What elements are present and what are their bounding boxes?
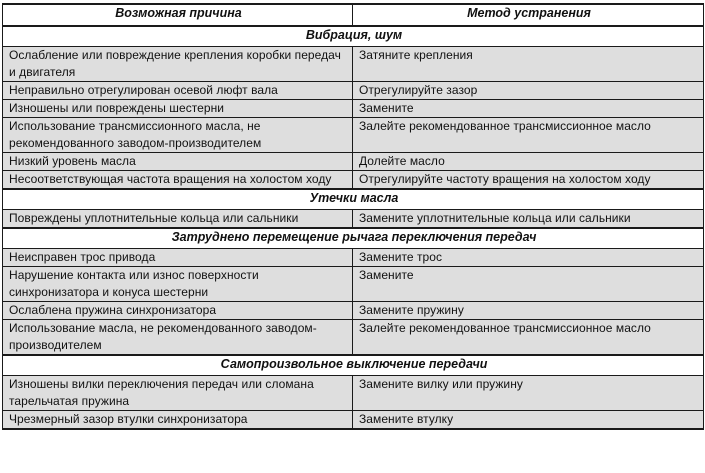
remedy-cell: Отрегулируйте зазор xyxy=(353,82,704,100)
section-title: Затруднено перемещение рычага переключения передач xyxy=(3,228,704,249)
cause-cell: Неправильно отрегулирован осевой люфт вала xyxy=(3,82,353,100)
table-row xyxy=(3,100,704,118)
table-header-row xyxy=(3,4,704,26)
remedy-cell: Затяните крепления xyxy=(353,47,704,82)
remedy-cell: Замените трос xyxy=(353,249,704,267)
cause-cell: Изношены вилки переключения передач или сломана тарельчатая пружина xyxy=(3,376,353,411)
section-title: Вибрация, шум xyxy=(3,26,704,47)
remedy-cell: Долейте масло xyxy=(353,153,704,171)
cause-cell: Неисправен трос привода xyxy=(3,249,353,267)
table-row xyxy=(3,411,704,430)
cause-cell: Нарушение контакта или износ поверхности синхронизатора и конуса шестерни xyxy=(3,267,353,302)
remedy-cell: Отрегулируйте частоту вращения на холостом ходу xyxy=(353,171,704,190)
table-row xyxy=(3,267,704,302)
cause-cell: Использование масла, не рекомендованного заводом-производителем xyxy=(3,320,353,356)
table-row xyxy=(3,118,704,153)
remedy-cell: Залейте рекомендованное трансмиссионное масло xyxy=(353,320,704,356)
troubleshooting-table xyxy=(2,3,704,430)
cause-cell: Повреждены уплотнительные кольца или сальники xyxy=(3,210,353,229)
cause-cell: Использование трансмиссионного масла, не рекомендованного заводом-производителем xyxy=(3,118,353,153)
remedy-cell: Замените xyxy=(353,267,704,302)
section-title: Утечки масла xyxy=(3,189,704,210)
table-row xyxy=(3,82,704,100)
cause-cell: Низкий уровень масла xyxy=(3,153,353,171)
table-row xyxy=(3,249,704,267)
section-vibration xyxy=(3,26,704,189)
remedy-cell: Замените пружину xyxy=(353,302,704,320)
section-title-row xyxy=(3,26,704,47)
section-gear-disengage xyxy=(3,355,704,429)
table-row xyxy=(3,320,704,356)
cause-cell: Изношены или повреждены шестерни xyxy=(3,100,353,118)
remedy-cell: Замените вилку или пружину xyxy=(353,376,704,411)
table-row xyxy=(3,376,704,411)
section-title-row xyxy=(3,189,704,210)
table-row xyxy=(3,153,704,171)
table-row xyxy=(3,171,704,190)
remedy-cell: Замените xyxy=(353,100,704,118)
section-oil-leaks xyxy=(3,189,704,228)
table-row xyxy=(3,47,704,82)
section-title: Самопроизвольное выключение передачи xyxy=(3,355,704,376)
remedy-cell: Замените втулку xyxy=(353,411,704,430)
remedy-cell: Замените уплотнительные кольца или сальники xyxy=(353,210,704,229)
section-title-row xyxy=(3,228,704,249)
table-row xyxy=(3,302,704,320)
cause-cell: Несоответствующая частота вращения на холостом ходу xyxy=(3,171,353,190)
table-row xyxy=(3,210,704,229)
section-title-row xyxy=(3,355,704,376)
header-cause: Возможная причина xyxy=(3,4,353,26)
remedy-cell: Залейте рекомендованное трансмиссионное масло xyxy=(353,118,704,153)
header-remedy: Метод устранения xyxy=(353,4,704,26)
cause-cell: Чрезмерный зазор втулки синхронизатора xyxy=(3,411,353,430)
cause-cell: Ослаблена пружина синхронизатора xyxy=(3,302,353,320)
cause-cell: Ослабление или повреждение крепления коробки передач и двигателя xyxy=(3,47,353,82)
section-shift-lever xyxy=(3,228,704,355)
